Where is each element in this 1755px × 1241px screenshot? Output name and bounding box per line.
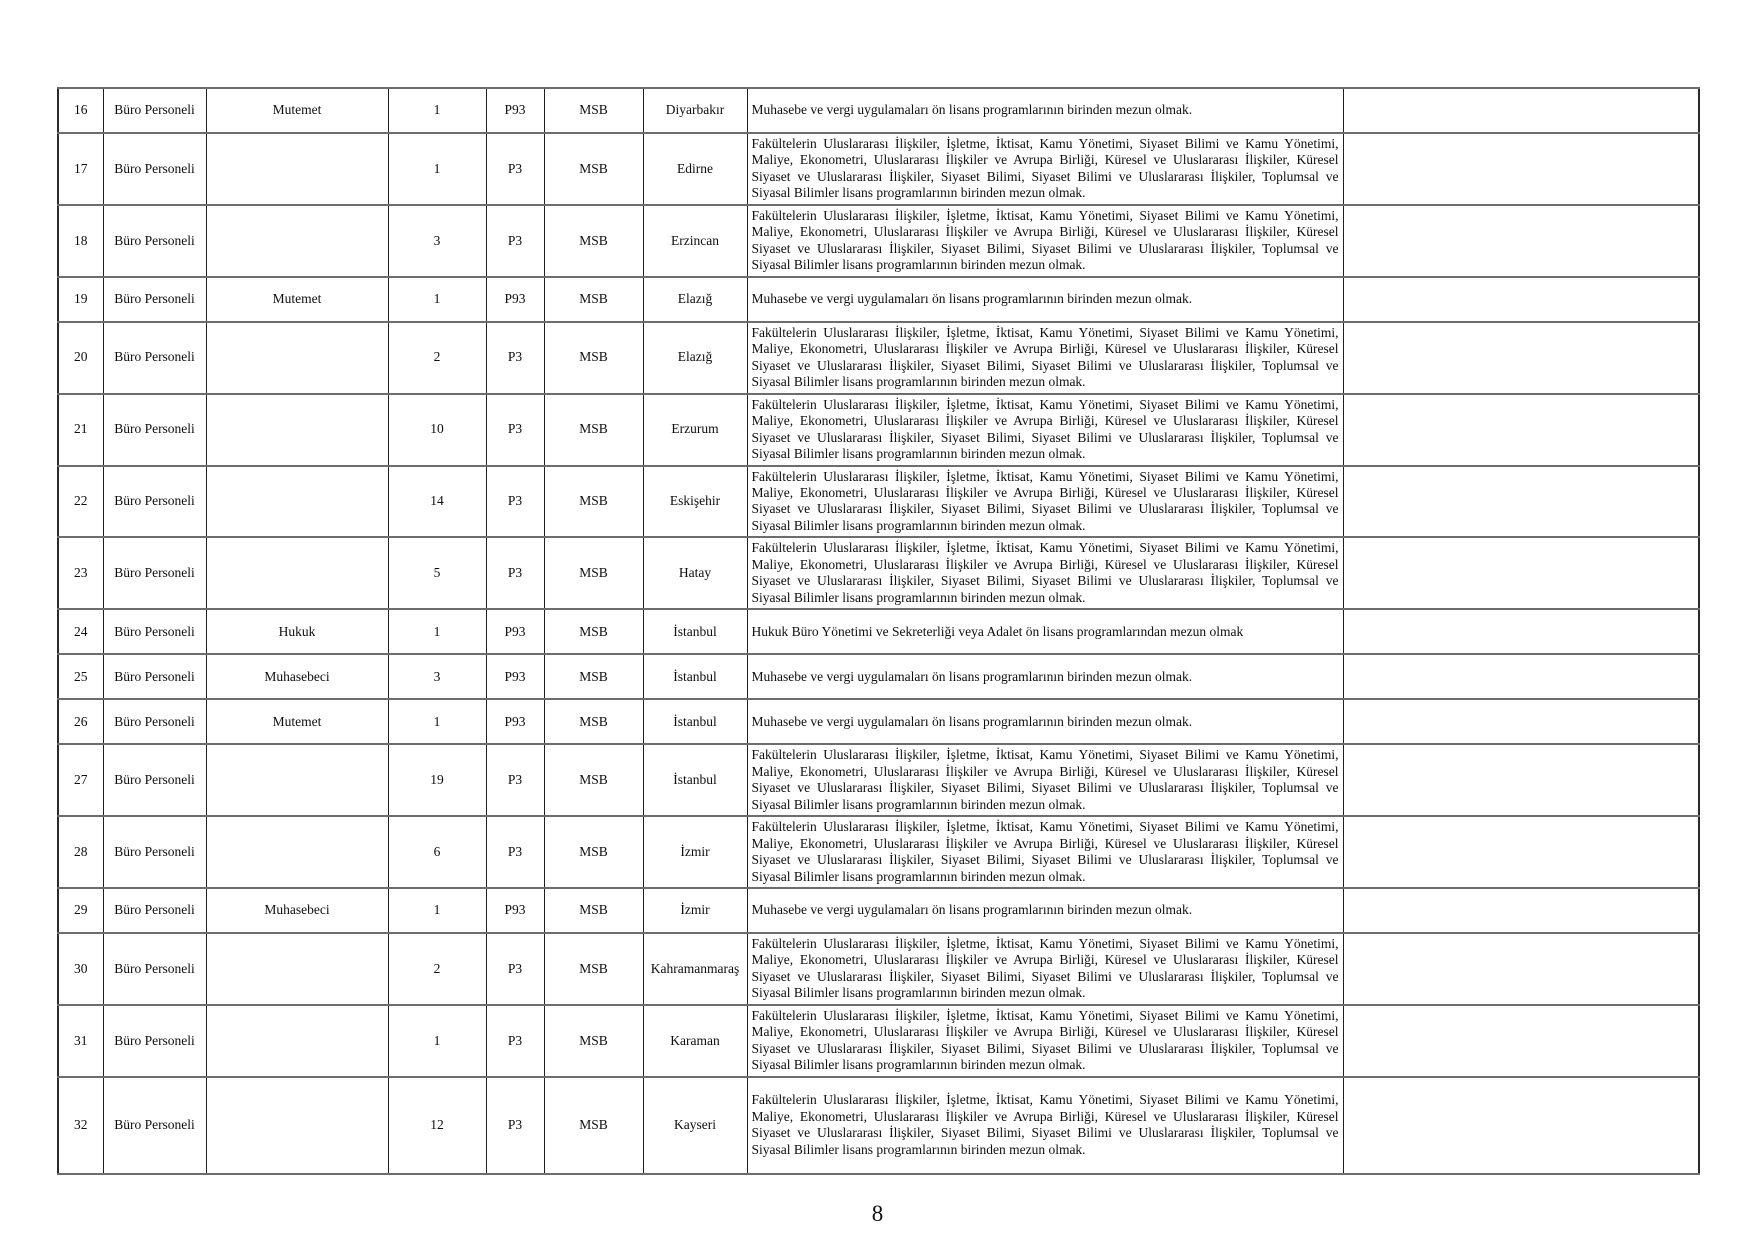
city-cell: İstanbul <box>643 699 747 744</box>
table-row <box>58 1077 1699 1174</box>
institution-cell: MSB <box>544 88 643 133</box>
institution-cell: MSB <box>544 133 643 205</box>
empty-cell <box>1343 933 1699 1005</box>
institution-cell: MSB <box>544 1077 643 1174</box>
empty-cell <box>1343 133 1699 205</box>
table-body <box>58 88 1699 1174</box>
vacancy-count-cell: 19 <box>388 744 486 816</box>
city-cell: Kahramanmaraş <box>643 933 747 1005</box>
table-row <box>58 816 1699 888</box>
institution-cell: MSB <box>544 1005 643 1077</box>
table-row <box>58 654 1699 699</box>
row-number-cell: 30 <box>58 933 103 1005</box>
vacancy-count-cell: 5 <box>388 537 486 609</box>
position-code-cell: P3 <box>486 816 544 888</box>
position-code-cell: P93 <box>486 654 544 699</box>
city-cell: Hatay <box>643 537 747 609</box>
table-row <box>58 699 1699 744</box>
institution-cell: MSB <box>544 537 643 609</box>
position-title-cell: Büro Personeli <box>103 654 206 699</box>
row-number-cell: 32 <box>58 1077 103 1174</box>
vacancy-count-cell: 1 <box>388 609 486 654</box>
requirement-cell: Muhasebe ve vergi uygulamaları ön lisans programlarının birinden mezun olmak. <box>747 654 1343 699</box>
table-row <box>58 1005 1699 1077</box>
empty-cell <box>1343 394 1699 466</box>
position-title-cell: Büro Personeli <box>103 88 206 133</box>
requirement-cell: Hukuk Büro Yönetimi ve Sekreterliği veya Adalet ön lisans programlarından mezun olmak <box>747 609 1343 654</box>
institution-cell: MSB <box>544 394 643 466</box>
position-subtitle-cell: Mutemet <box>206 277 388 322</box>
empty-cell <box>1343 744 1699 816</box>
requirement-cell: Fakültelerin Uluslararası İlişkiler, İşletme, İktisat, Kamu Yönetimi, Siyaset Bilimi ve Kamu Yönetimi, Maliye, Ekonometri, Uluslararası İlişkiler ve Avrupa Birliği, Küresel ve Uluslararası İlişkiler, Küresel Siyaset ve Uluslararası İlişkiler, Siyaset Bilimi, Siyaset Bilimi ve Uluslararası İlişkiler, Toplumsal ve Siyasal Bilimler lisans programlarının birinden mezun olmak. <box>747 1005 1343 1077</box>
vacancy-count-cell: 1 <box>388 133 486 205</box>
position-code-cell: P3 <box>486 1077 544 1174</box>
position-code-cell: P93 <box>486 699 544 744</box>
position-code-cell: P3 <box>486 537 544 609</box>
institution-cell: MSB <box>544 322 643 394</box>
requirement-cell: Fakültelerin Uluslararası İlişkiler, İşletme, İktisat, Kamu Yönetimi, Siyaset Bilimi ve Kamu Yönetimi, Maliye, Ekonometri, Uluslararası İlişkiler ve Avrupa Birliği, Küresel ve Uluslararası İlişkiler, Küresel Siyaset ve Uluslararası İlişkiler, Siyaset Bilimi, Siyaset Bilimi ve Uluslararası İlişkiler, Toplumsal ve Siyasal Bilimler lisans programlarının birinden mezun olmak. <box>747 205 1343 277</box>
institution-cell: MSB <box>544 466 643 538</box>
row-number-cell: 21 <box>58 394 103 466</box>
vacancy-count-cell: 1 <box>388 88 486 133</box>
institution-cell: MSB <box>544 277 643 322</box>
city-cell: Karaman <box>643 1005 747 1077</box>
city-cell: İzmir <box>643 888 747 933</box>
row-number-cell: 28 <box>58 816 103 888</box>
row-number-cell: 17 <box>58 133 103 205</box>
position-title-cell: Büro Personeli <box>103 537 206 609</box>
position-subtitle-cell: Mutemet <box>206 699 388 744</box>
requirement-cell: Fakültelerin Uluslararası İlişkiler, İşletme, İktisat, Kamu Yönetimi, Siyaset Bilimi ve Kamu Yönetimi, Maliye, Ekonometri, Uluslararası İlişkiler ve Avrupa Birliği, Küresel ve Uluslararası İlişkiler, Küresel Siyaset ve Uluslararası İlişkiler, Siyaset Bilimi, Siyaset Bilimi ve Uluslararası İlişkiler, Toplumsal ve Siyasal Bilimler lisans programlarının birinden mezun olmak. <box>747 816 1343 888</box>
position-code-cell: P93 <box>486 277 544 322</box>
position-title-cell: Büro Personeli <box>103 277 206 322</box>
position-code-cell: P93 <box>486 88 544 133</box>
table-row <box>58 888 1699 933</box>
city-cell: İstanbul <box>643 744 747 816</box>
city-cell: Diyarbakır <box>643 88 747 133</box>
position-subtitle-cell <box>206 394 388 466</box>
empty-cell <box>1343 1005 1699 1077</box>
position-code-cell: P3 <box>486 933 544 1005</box>
empty-cell <box>1343 88 1699 133</box>
position-title-cell: Büro Personeli <box>103 933 206 1005</box>
empty-cell <box>1343 537 1699 609</box>
requirement-cell: Muhasebe ve vergi uygulamaları ön lisans programlarının birinden mezun olmak. <box>747 888 1343 933</box>
vacancy-count-cell: 3 <box>388 205 486 277</box>
vacancy-count-cell: 14 <box>388 466 486 538</box>
vacancy-count-cell: 1 <box>388 699 486 744</box>
position-subtitle-cell <box>206 1005 388 1077</box>
requirement-cell: Fakültelerin Uluslararası İlişkiler, İşletme, İktisat, Kamu Yönetimi, Siyaset Bilimi ve Kamu Yönetimi, Maliye, Ekonometri, Uluslararası İlişkiler ve Avrupa Birliği, Küresel ve Uluslararası İlişkiler, Küresel Siyaset ve Uluslararası İlişkiler, Siyaset Bilimi, Siyaset Bilimi ve Uluslararası İlişkiler, Toplumsal ve Siyasal Bilimler lisans programlarının birinden mezun olmak. <box>747 1077 1343 1174</box>
requirement-cell: Muhasebe ve vergi uygulamaları ön lisans programlarının birinden mezun olmak. <box>747 88 1343 133</box>
vacancy-count-cell: 1 <box>388 1005 486 1077</box>
requirement-cell: Fakültelerin Uluslararası İlişkiler, İşletme, İktisat, Kamu Yönetimi, Siyaset Bilimi ve Kamu Yönetimi, Maliye, Ekonometri, Uluslararası İlişkiler ve Avrupa Birliği, Küresel ve Uluslararası İlişkiler, Küresel Siyaset ve Uluslararası İlişkiler, Siyaset Bilimi, Siyaset Bilimi ve Uluslararası İlişkiler, Toplumsal ve Siyasal Bilimler lisans programlarının birinden mezun olmak. <box>747 322 1343 394</box>
position-title-cell: Büro Personeli <box>103 133 206 205</box>
requirement-cell: Fakültelerin Uluslararası İlişkiler, İşletme, İktisat, Kamu Yönetimi, Siyaset Bilimi ve Kamu Yönetimi, Maliye, Ekonometri, Uluslararası İlişkiler ve Avrupa Birliği, Küresel ve Uluslararası İlişkiler, Küresel Siyaset ve Uluslararası İlişkiler, Siyaset Bilimi, Siyaset Bilimi ve Uluslararası İlişkiler, Toplumsal ve Siyasal Bilimler lisans programlarının birinden mezun olmak. <box>747 933 1343 1005</box>
row-number-cell: 22 <box>58 466 103 538</box>
positions-table <box>57 87 1700 1175</box>
requirement-cell: Muhasebe ve vergi uygulamaları ön lisans programlarının birinden mezun olmak. <box>747 277 1343 322</box>
position-title-cell: Büro Personeli <box>103 394 206 466</box>
position-subtitle-cell: Mutemet <box>206 88 388 133</box>
position-code-cell: P3 <box>486 744 544 816</box>
row-number-cell: 19 <box>58 277 103 322</box>
city-cell: Erzurum <box>643 394 747 466</box>
requirement-cell: Muhasebe ve vergi uygulamaları ön lisans programlarının birinden mezun olmak. <box>747 699 1343 744</box>
vacancy-count-cell: 6 <box>388 816 486 888</box>
position-title-cell: Büro Personeli <box>103 1077 206 1174</box>
row-number-cell: 23 <box>58 537 103 609</box>
position-code-cell: P3 <box>486 205 544 277</box>
table-row <box>58 322 1699 394</box>
position-subtitle-cell <box>206 322 388 394</box>
institution-cell: MSB <box>544 816 643 888</box>
position-title-cell: Büro Personeli <box>103 609 206 654</box>
position-title-cell: Büro Personeli <box>103 205 206 277</box>
position-title-cell: Büro Personeli <box>103 816 206 888</box>
row-number-cell: 26 <box>58 699 103 744</box>
position-subtitle-cell: Muhasebeci <box>206 888 388 933</box>
table-row <box>58 466 1699 538</box>
position-subtitle-cell <box>206 205 388 277</box>
empty-cell <box>1343 609 1699 654</box>
row-number-cell: 29 <box>58 888 103 933</box>
row-number-cell: 24 <box>58 609 103 654</box>
vacancy-count-cell: 12 <box>388 1077 486 1174</box>
position-title-cell: Büro Personeli <box>103 322 206 394</box>
position-code-cell: P3 <box>486 322 544 394</box>
requirement-cell: Fakültelerin Uluslararası İlişkiler, İşletme, İktisat, Kamu Yönetimi, Siyaset Bilimi ve Kamu Yönetimi, Maliye, Ekonometri, Uluslararası İlişkiler ve Avrupa Birliği, Küresel ve Uluslararası İlişkiler, Küresel Siyaset ve Uluslararası İlişkiler, Siyaset Bilimi, Siyaset Bilimi ve Uluslararası İlişkiler, Toplumsal ve Siyasal Bilimler lisans programlarının birinden mezun olmak. <box>747 537 1343 609</box>
city-cell: Eskişehir <box>643 466 747 538</box>
position-subtitle-cell <box>206 537 388 609</box>
position-code-cell: P93 <box>486 609 544 654</box>
position-subtitle-cell <box>206 933 388 1005</box>
table-row <box>58 88 1699 133</box>
empty-cell <box>1343 466 1699 538</box>
table-row <box>58 277 1699 322</box>
requirement-cell: Fakültelerin Uluslararası İlişkiler, İşletme, İktisat, Kamu Yönetimi, Siyaset Bilimi ve Kamu Yönetimi, Maliye, Ekonometri, Uluslararası İlişkiler ve Avrupa Birliği, Küresel ve Uluslararası İlişkiler, Küresel Siyaset ve Uluslararası İlişkiler, Siyaset Bilimi, Siyaset Bilimi ve Uluslararası İlişkiler, Toplumsal ve Siyasal Bilimler lisans programlarının birinden mezun olmak. <box>747 466 1343 538</box>
table-row <box>58 394 1699 466</box>
empty-cell <box>1343 205 1699 277</box>
position-title-cell: Büro Personeli <box>103 888 206 933</box>
institution-cell: MSB <box>544 933 643 1005</box>
position-code-cell: P3 <box>486 1005 544 1077</box>
vacancy-count-cell: 3 <box>388 654 486 699</box>
requirement-cell: Fakültelerin Uluslararası İlişkiler, İşletme, İktisat, Kamu Yönetimi, Siyaset Bilimi ve Kamu Yönetimi, Maliye, Ekonometri, Uluslararası İlişkiler ve Avrupa Birliği, Küresel ve Uluslararası İlişkiler, Küresel Siyaset ve Uluslararası İlişkiler, Siyaset Bilimi, Siyaset Bilimi ve Uluslararası İlişkiler, Toplumsal ve Siyasal Bilimler lisans programlarının birinden mezun olmak. <box>747 394 1343 466</box>
position-code-cell: P3 <box>486 133 544 205</box>
position-title-cell: Büro Personeli <box>103 1005 206 1077</box>
vacancy-count-cell: 2 <box>388 322 486 394</box>
empty-cell <box>1343 277 1699 322</box>
city-cell: Elazığ <box>643 277 747 322</box>
row-number-cell: 18 <box>58 205 103 277</box>
city-cell: Kayseri <box>643 1077 747 1174</box>
position-subtitle-cell <box>206 133 388 205</box>
requirement-cell: Fakültelerin Uluslararası İlişkiler, İşletme, İktisat, Kamu Yönetimi, Siyaset Bilimi ve Kamu Yönetimi, Maliye, Ekonometri, Uluslararası İlişkiler ve Avrupa Birliği, Küresel ve Uluslararası İlişkiler, Küresel Siyaset ve Uluslararası İlişkiler, Siyaset Bilimi, Siyaset Bilimi ve Uluslararası İlişkiler, Toplumsal ve Siyasal Bilimler lisans programlarının birinden mezun olmak. <box>747 744 1343 816</box>
institution-cell: MSB <box>544 888 643 933</box>
vacancy-count-cell: 2 <box>388 933 486 1005</box>
table-row <box>58 537 1699 609</box>
table-row <box>58 609 1699 654</box>
row-number-cell: 25 <box>58 654 103 699</box>
row-number-cell: 20 <box>58 322 103 394</box>
institution-cell: MSB <box>544 744 643 816</box>
row-number-cell: 16 <box>58 88 103 133</box>
position-subtitle-cell: Muhasebeci <box>206 654 388 699</box>
position-subtitle-cell <box>206 816 388 888</box>
institution-cell: MSB <box>544 609 643 654</box>
table-row <box>58 744 1699 816</box>
position-code-cell: P93 <box>486 888 544 933</box>
empty-cell <box>1343 816 1699 888</box>
row-number-cell: 31 <box>58 1005 103 1077</box>
city-cell: İstanbul <box>643 654 747 699</box>
page-number: 8 <box>871 1200 884 1226</box>
vacancy-count-cell: 1 <box>388 277 486 322</box>
empty-cell <box>1343 322 1699 394</box>
position-code-cell: P3 <box>486 466 544 538</box>
empty-cell <box>1343 1077 1699 1174</box>
table-row <box>58 205 1699 277</box>
position-title-cell: Büro Personeli <box>103 699 206 744</box>
position-subtitle-cell <box>206 744 388 816</box>
empty-cell <box>1343 654 1699 699</box>
city-cell: Erzincan <box>643 205 747 277</box>
position-subtitle-cell <box>206 1077 388 1174</box>
city-cell: Elazığ <box>643 322 747 394</box>
position-subtitle-cell: Hukuk <box>206 609 388 654</box>
empty-cell <box>1343 888 1699 933</box>
vacancy-count-cell: 1 <box>388 888 486 933</box>
institution-cell: MSB <box>544 654 643 699</box>
position-title-cell: Büro Personeli <box>103 466 206 538</box>
table-row <box>58 133 1699 205</box>
position-title-cell: Büro Personeli <box>103 744 206 816</box>
institution-cell: MSB <box>544 205 643 277</box>
city-cell: İzmir <box>643 816 747 888</box>
city-cell: İstanbul <box>643 609 747 654</box>
position-code-cell: P3 <box>486 394 544 466</box>
table-row <box>58 933 1699 1005</box>
vacancy-count-cell: 10 <box>388 394 486 466</box>
row-number-cell: 27 <box>58 744 103 816</box>
requirement-cell: Fakültelerin Uluslararası İlişkiler, İşletme, İktisat, Kamu Yönetimi, Siyaset Bilimi ve Kamu Yönetimi, Maliye, Ekonometri, Uluslararası İlişkiler ve Avrupa Birliği, Küresel ve Uluslararası İlişkiler, Küresel Siyaset ve Uluslararası İlişkiler, Siyaset Bilimi, Siyaset Bilimi ve Uluslararası İlişkiler, Toplumsal ve Siyasal Bilimler lisans programlarının birinden mezun olmak. <box>747 133 1343 205</box>
city-cell: Edirne <box>643 133 747 205</box>
institution-cell: MSB <box>544 699 643 744</box>
position-subtitle-cell <box>206 466 388 538</box>
empty-cell <box>1343 699 1699 744</box>
